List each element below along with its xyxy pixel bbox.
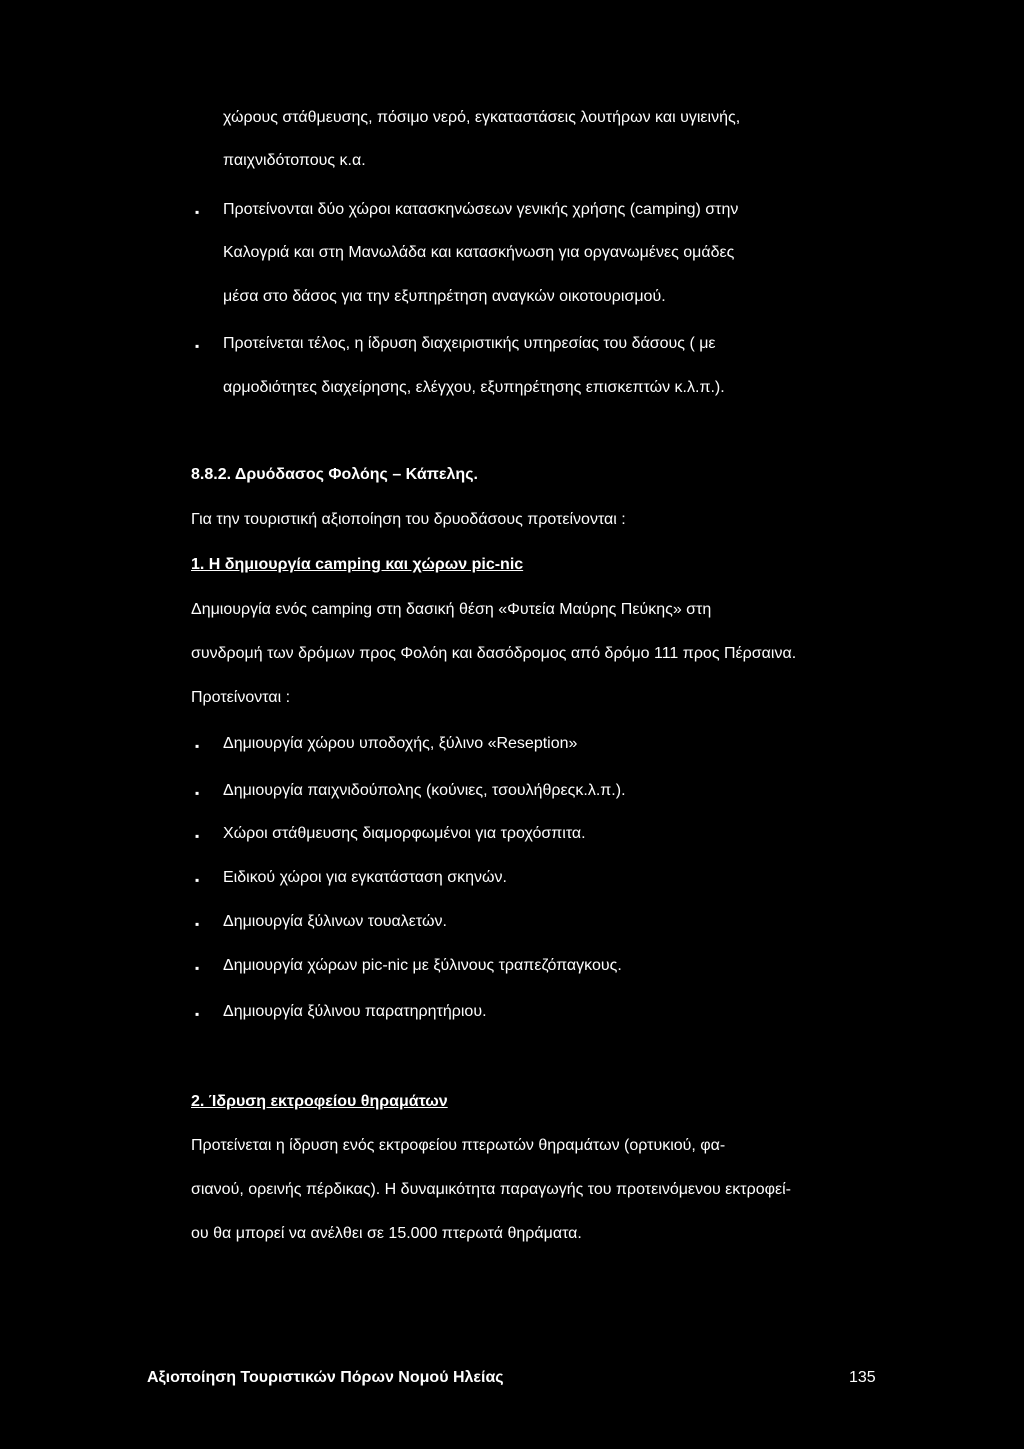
bullet-marker: ▪	[195, 1007, 200, 1021]
list-item: Δημιουργία παιχνιδούπολης (κούνιες, τσουλήθρεςκ.λ.π.).	[223, 782, 626, 799]
bullet-marker: ▪	[195, 205, 200, 219]
list-item: Χώροι στάθμευσης διαμορφωμένοι για τροχόσπιτα.	[223, 825, 586, 842]
page-number: 135	[849, 1369, 876, 1386]
list-item: Δημιουργία ξύλινου παρατηρητήριου.	[223, 1003, 487, 1020]
subsection-heading: 1. Η δημιουργία camping και χώρων pic-nic	[191, 556, 524, 573]
bullet-marker: ▪	[195, 339, 200, 353]
subsection-heading: 2. Ίδρυση εκτροφείου θηραμάτων	[191, 1093, 448, 1110]
bullet-text-line: μέσα στο δάσος για την εξυπηρέτηση αναγκών οικοτουρισμού.	[223, 288, 666, 305]
list-item: Ειδικού χώροι για εγκατάσταση σκηνών.	[223, 869, 507, 886]
list-item: Δημιουργία χώρου υποδοχής, ξύλινο «Reseption»	[223, 735, 578, 752]
bullet-text-line: Προτείνονται δύο χώροι κατασκηνώσεων γενικής χρήσης (camping) στην	[223, 201, 739, 218]
bullet-marker: ▪	[195, 917, 200, 931]
bullet-marker: ▪	[195, 961, 200, 975]
paragraph-line: Δημιουργία ενός camping στη δασική θέση «Φυτεία Μαύρης Πεύκης» στη	[191, 601, 712, 618]
paragraph-line: ου θα μπορεί να ανέλθει σε 15.000 πτερωτά θηράματα.	[191, 1225, 582, 1242]
bullet-text-line: αρμοδιότητες διαχείρησης, ελέγχου, εξυπηρέτησης επισκεπτών κ.λ.π.).	[223, 379, 725, 396]
bullet-text-line: Προτείνεται τέλος, η ίδρυση διαχειριστικής υπηρεσίας του δάσους ( με	[223, 335, 716, 352]
footer-title: Αξιοποίηση Τουριστικών Πόρων Νομού Ηλείας	[147, 1369, 504, 1386]
bullet-marker: ▪	[195, 786, 200, 800]
paragraph-line: χώρους στάθμευσης, πόσιμο νερό, εγκαταστάσεις λουτήρων και υγιεινής,	[223, 109, 741, 126]
bullet-marker: ▪	[195, 873, 200, 887]
bullet-marker: ▪	[195, 739, 200, 753]
section-heading: 8.8.2. Δρυόδασος Φολόης – Κάπελης.	[191, 466, 478, 483]
paragraph-line: παιχνιδότοπους κ.α.	[223, 152, 366, 169]
list-item: Δημιουργία ξύλινων τουαλετών.	[223, 913, 447, 930]
paragraph-line: σιανού, ορεινής πέρδικας). Η δυναμικότητα παραγωγής του προτεινόμενου εκτροφεί-	[191, 1181, 791, 1198]
paragraph-line: συνδρομή των δρόμων προς Φολόη και δασόδρομος από δρόμο 111 προς Πέρσαινα.	[191, 645, 797, 662]
bullet-marker: ▪	[195, 829, 200, 843]
section-intro: Για την τουριστική αξιοποίηση του δρυοδάσους προτείνονται :	[191, 511, 626, 528]
list-item: Δημιουργία χώρων pic-nic με ξύλινους τραπεζόπαγκους.	[223, 957, 622, 974]
paragraph-line: Προτείνονται :	[191, 689, 291, 706]
bullet-text-line: Καλογριά και στη Μανωλάδα και κατασκήνωση για οργανωμένες ομάδες	[223, 244, 735, 261]
paragraph-line: Προτείνεται η ίδρυση ενός εκτροφείου πτερωτών θηραμάτων (ορτυκιού, φα-	[191, 1137, 726, 1154]
